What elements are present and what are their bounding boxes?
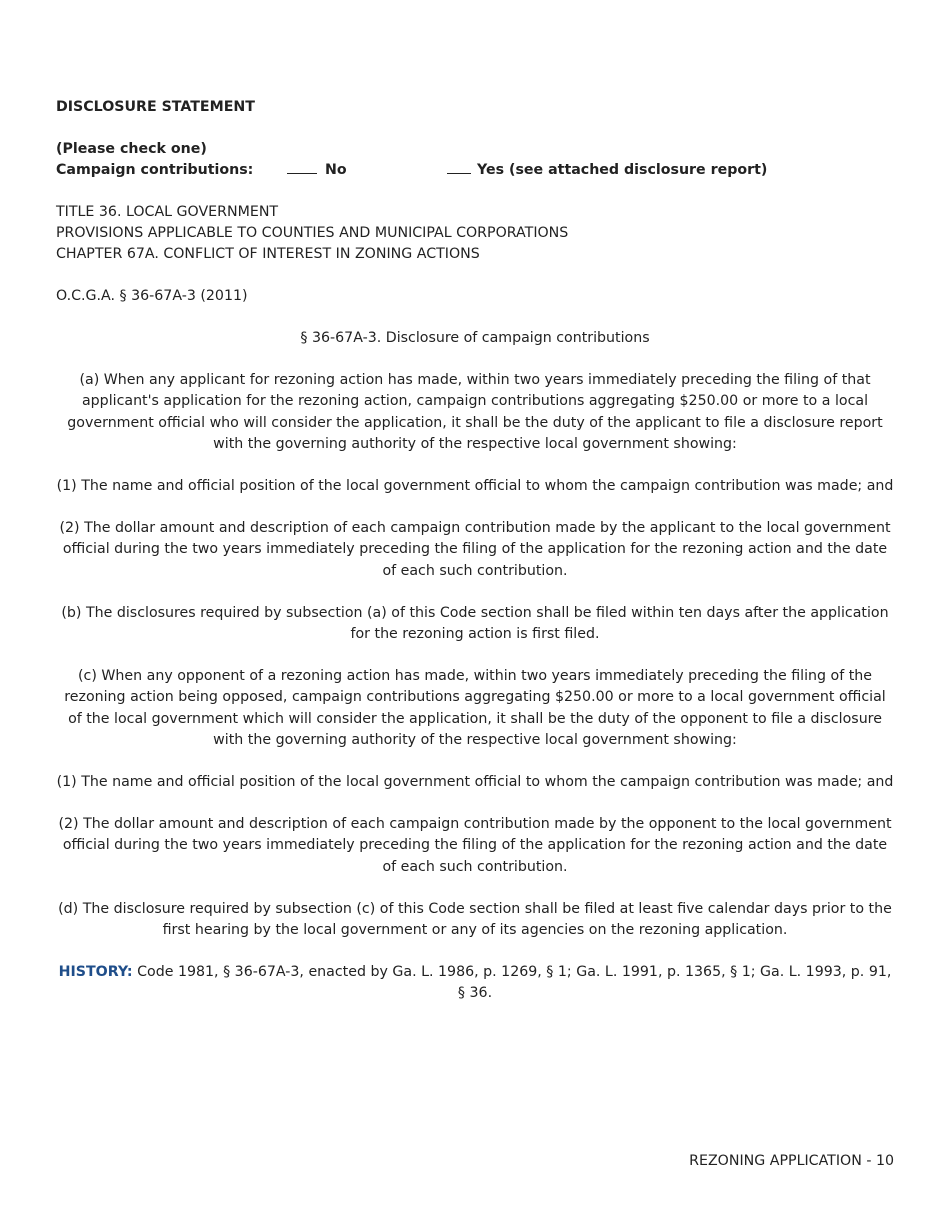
paragraph-c: (c) When any opponent of a rezoning action has made, within two years immediately preceding the filing of the rezoning action being opposed, campaign contributions aggregating $250.00 or more to a local government official of the local government which will consider the application, it shall be the duty of the opponent to file a disclosure with the governing authority of the respective local government showing:: [64, 668, 886, 748]
citation: O.C.G.A. § 36-67A-3 (2011): [56, 288, 248, 304]
page-footer: REZONING APPLICATION - 10: [689, 1153, 894, 1169]
paragraph-c1: (1) The name and official position of the local government official to whom the campaign contribution was made; and: [56, 774, 894, 791]
title-line-3: CHAPTER 67A. CONFLICT OF INTEREST IN ZONING ACTIONS: [56, 246, 480, 262]
title-line-1: TITLE 36. LOCAL GOVERNMENT: [56, 204, 279, 220]
disclosure-heading: DISCLOSURE STATEMENT: [56, 99, 255, 115]
paragraph-d: (d) The disclosure required by subsection (c) of this Code section shall be filed at least five calendar days prior to the first hearing by the local government or any of its agencies on the rezoning application.: [58, 900, 892, 939]
campaign-contributions-row: [56, 160, 894, 181]
yes-option[interactable]: [447, 160, 767, 181]
document-page: [56, 97, 894, 1005]
paragraph-b: (b) The disclosures required by subsection (a) of this Code section shall be filed within ten days after the application for the rezoning action is first filed.: [61, 604, 889, 643]
paragraph-a: (a) When any applicant for rezoning action has made, within two years immediately preceding the filing of that applicant's application for the rezoning action, campaign contributions aggregating $250.00 or more to a local government official who will consider the application, it shall be the duty of the applicant to file a disclosure report with the governing authority of the respective local government showing:: [67, 372, 883, 452]
yes-checkbox-blank[interactable]: [447, 161, 471, 174]
paragraph-a2: (2) The dollar amount and description of each campaign contribution made by the applicant to the local government official during the two years immediately preceding the filing of the application for the rezoning action and the date of each such contribution.: [59, 520, 891, 579]
paragraph-a1: (1) The name and official position of the local government official to whom the campaign contribution was made; and: [56, 478, 894, 495]
title-line-2: PROVISIONS APPLICABLE TO COUNTIES AND MUNICIPAL CORPORATIONS: [56, 225, 569, 241]
no-option-label: No: [325, 162, 347, 178]
no-checkbox-blank[interactable]: [287, 161, 317, 174]
history-paragraph: [56, 962, 894, 1004]
history-text: Code 1981, § 36-67A-3, enacted by Ga. L. 1986, p. 1269, § 1; Ga. L. 1991, p. 1365, § 1; Ga. L. 1993, p. 91, § 36.: [137, 964, 892, 1002]
paragraph-c2: (2) The dollar amount and description of each campaign contribution made by the opponent to the local government official during the two years immediately preceding the filing of the application for the rezoning action and the date of each such contribution.: [58, 816, 892, 875]
history-label: HISTORY:: [58, 964, 133, 981]
check-instruction: (Please check one): [56, 141, 207, 157]
campaign-contributions-label: Campaign contributions:: [56, 162, 254, 178]
section-title: § 36-67A-3. Disclosure of campaign contributions: [300, 330, 650, 346]
yes-option-label: Yes (see attached disclosure report): [477, 162, 768, 178]
no-option[interactable]: [287, 160, 347, 181]
